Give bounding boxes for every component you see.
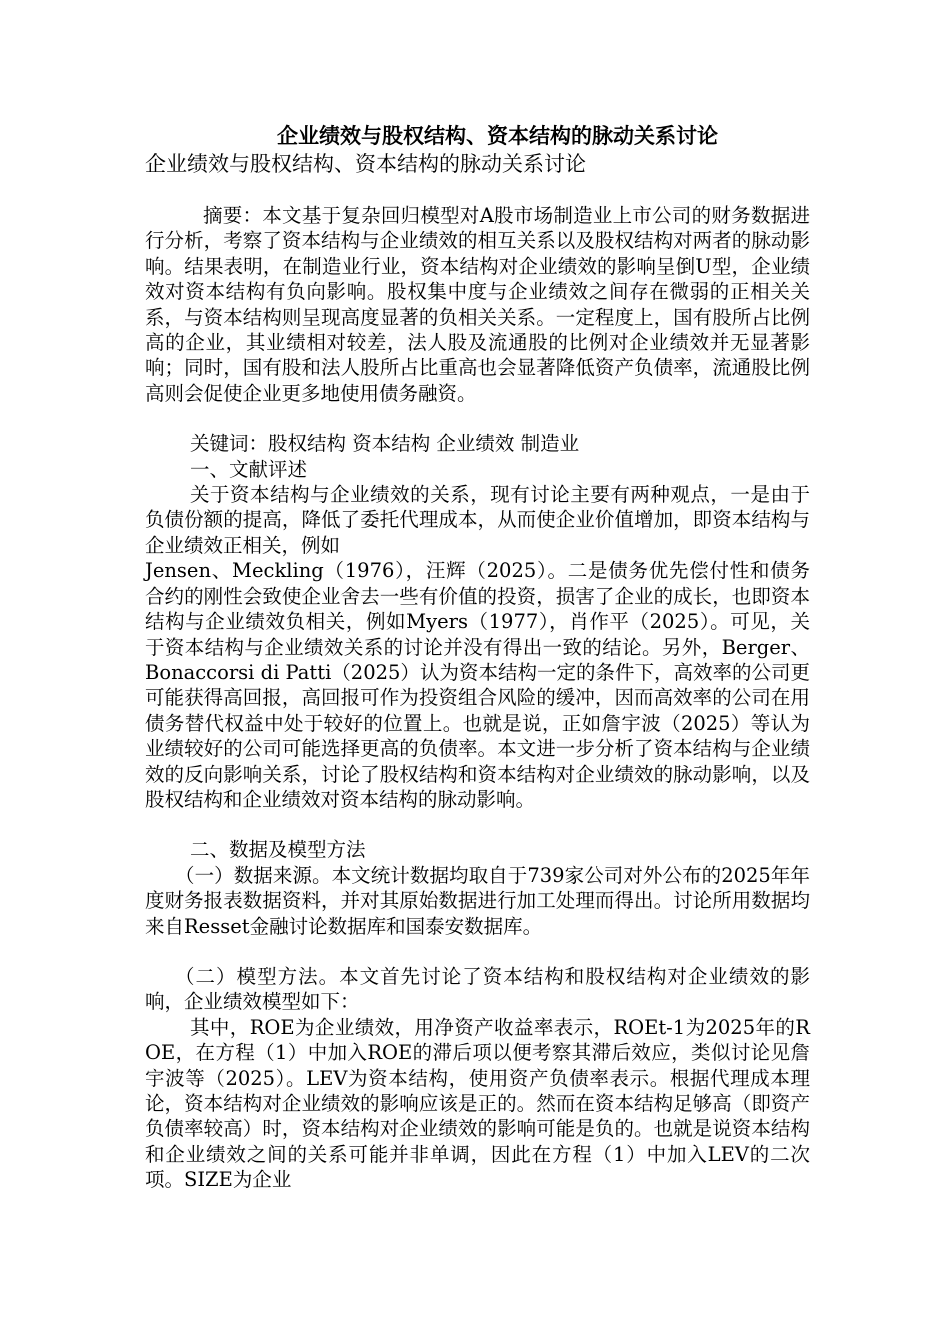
document-title: 企业绩效与股权结构、资本结构的脉动关系讨论 [277,123,718,148]
document-page [145,122,810,1193]
document-subtitle: 企业绩效与股权结构、资本结构的脉动关系讨论 [145,152,586,176]
keywords-line: 关键词：股权结构 资本结构 企业绩效 制造业 [190,432,580,456]
section1-paragraph-2: Jensen、Meckling（1976），汪辉（2025）。二是债务优先偿付性和债务合约的刚性会致使企业舍去一些有价值的投资，损害了企业的成长，也即资本结构与企业绩效负相关，例如Myers（1977），肖作平（2025）。可见，关于资本结构与企业绩效关系的讨论并没有得出一致的结论。另外，Berger、Bonaccorsi di Patti（2025）认为资本结构一定的条件下，高效率的公司更可能获得高回报，高回报可作为投资组合风险的缓冲，因而高效率的公司在用债务替代权益中处于较好的位置上。也就是说，正如詹宇波（2025）等认为业绩较好的公司可能选择更高的负债率。本文进一步分析了资本结构与企业绩效的反向影响关系，讨论了股权结构和资本结构对企业绩效的脉动影响，以及股权结构和企业绩效对资本结构的脉动影响。 [145,559,810,811]
section1-heading: 一、文献评述 [190,457,308,481]
section1-paragraph-1: 关于资本结构与企业绩效的关系，现有讨论主要有两种观点，一是由于负债份额的提高，降低了委托代理成本，从而使企业价值增加，即资本结构与企业绩效正相关，例如 [145,483,810,557]
section2-heading: 二、数据及模型方法 [190,838,366,862]
section2-paragraph-1: （一）数据来源。本文统计数据均取自于739家公司对外公布的2025年年度财务报表数据资料，并对其原始数据进行加工处理而得出。讨论所用数据均来自Resset金融讨论数据库和国泰安数据库。 [145,863,810,938]
section2-paragraph-3: 其中，ROE为企业绩效，用净资产收益率表示，ROEt-1为2025年的ROE，在方程（1）中加入ROE的滞后项以便考察其滞后效应，类似讨论见詹宇波等（2025）。LEV为资本结构，使用资产负债率表示。根据代理成本理论，资本结构对企业绩效的影响应该是正的。然而在资本结构足够高（即资产负债率较高）时，资本结构对企业绩效的影响可能是负的。也就是说资本结构和企业绩效之间的关系可能并非单调，因此在方程（1）中加入LEV的二次项。SIZE为企业 [145,1015,810,1192]
abstract-paragraph: 摘要：本文基于复杂回归模型对A股市场制造业上市公司的财务数据进行分析，考察了资本结构与企业绩效的相互关系以及股权结构对两者的脉动影响。结果表明，在制造业行业，资本结构对企业绩效的影响呈倒U型，企业绩效对资本结构有负向影响。股权集中度与企业绩效之间存在微弱的正相关关系，与资本结构则呈现高度显著的负相关关系。一定程度上，国有股所占比例高的企业，其业绩相对较差，法人股及流通股的比例对企业绩效并无显著影响；同时，国有股和法人股所占比重高也会显著降低资产负债率，流通股比例高则会促使企业更多地使用债务融资。 [145,204,810,405]
section2-paragraph-2: （二）模型方法。本文首先讨论了资本结构和股权结构对企业绩效的影响，企业绩效模型如下： [145,964,810,1014]
